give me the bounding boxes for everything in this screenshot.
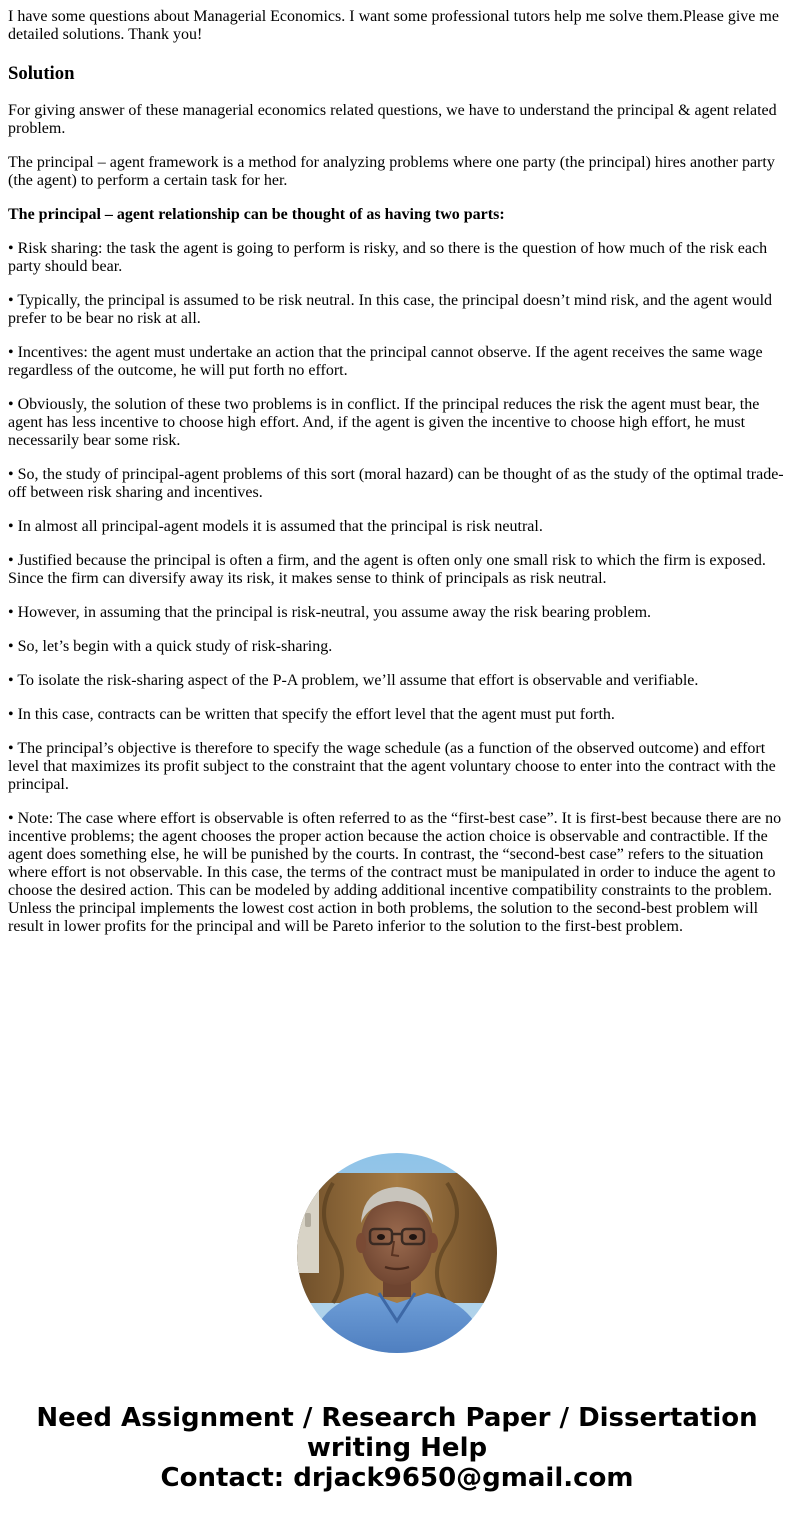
bullet-item: • Obviously, the solution of these two problems is in conflict. If the principal reduces the risk the agent must bear, the agent has less incentive to choose high effort. And, if the agent is given the incentive to choose high effort, he must necessarily bear some risk. [8, 396, 760, 449]
promo-line: Need Assignment / Research Paper / Dissertation [36, 1403, 758, 1433]
bullet-item: • Typically, the principal is assumed to be risk neutral. In this case, the principal doesn’t mind risk, and the agent would prefer to be bear no risk at all. [8, 292, 773, 327]
bullet-item: • To isolate the risk-sharing aspect of the P-A problem, we’ll assume that effort is observable and verifiable. [8, 672, 699, 689]
bullet-item: • In this case, contracts can be written that specify the effort level that the agent must put forth. [8, 706, 615, 723]
bullet-item: • In almost all principal-agent models it is assumed that the principal is risk neutral. [8, 518, 543, 535]
bullet-item: • Incentives: the agent must undertake an action that the principal cannot observe. If the agent receives the same wage regardless of the outcome, he will put forth no effort. [8, 344, 763, 379]
promo-banner [0, 1403, 794, 1493]
bullet-item: • Justified because the principal is often a firm, and the agent is often only one small risk to which the firm is exposed. Since the firm can diversify away its risk, it makes sense to think of principals as risk neutral. [8, 552, 766, 587]
bullet-item: • However, in assuming that the principal is risk-neutral, you assume away the risk bearing problem. [8, 604, 652, 621]
bullet-item: • The principal’s objective is therefore to specify the wage schedule (as a function of the observed outcome) and effort level that maximizes its profit subject to the constraint that the agent voluntary choose to enter into the contract with the principal. [8, 740, 776, 793]
bullet-item: • So, let’s begin with a quick study of risk-sharing. [8, 638, 333, 655]
contact-email: Contact: drjack9650@gmail.com [160, 1463, 634, 1493]
promo-line: writing Help [306, 1433, 488, 1463]
question-text: I have some questions about Managerial Economics. I want some professional tutors help me solve them.Please give me detailed solutions. Thank you! [8, 8, 779, 43]
intro-paragraph: For giving answer of these managerial economics related questions, we have to understand the principal & agent related problem. [8, 102, 777, 137]
bullet-item: • Note: The case where effort is observable is often referred to as the “first-best case”. It is first-best because there are no incentive problems; the agent chooses the proper action because the action choice is observable and contractible. If the agent does something else, he will be punished by the courts. In contrast, the “second-best case” refers to the situation where effort is not observable. In this case, the terms of the contract must be manipulated in order to induce the agent to choose the desired action. This can be modeled by adding additional incentive compatibility constraints to the problem. Unless the principal implements the lowest cost action in both problems, the solution to the second-best problem will result in lower profits for the principal and will be Pareto inferior to the solution to the first-best problem. [8, 810, 782, 935]
bold-subheading: The principal – agent relationship can be thought of as having two parts: [8, 206, 505, 223]
tutor-portrait-image [297, 1153, 497, 1353]
bullet-item: • So, the study of principal-agent problems of this sort (moral hazard) can be thought of as the study of the optimal trade-off between risk sharing and incentives. [8, 466, 784, 501]
tutor-avatar [297, 1153, 497, 1353]
solution-heading: Solution [8, 63, 75, 84]
solution-document [8, 8, 786, 952]
intro-paragraph: The principal – agent framework is a method for analyzing problems where one party (the principal) hires another party (the agent) to perform a certain task for her. [8, 154, 775, 189]
bullet-item: • Risk sharing: the task the agent is going to perform is risky, and so there is the question of how much of the risk each party should bear. [8, 240, 768, 275]
